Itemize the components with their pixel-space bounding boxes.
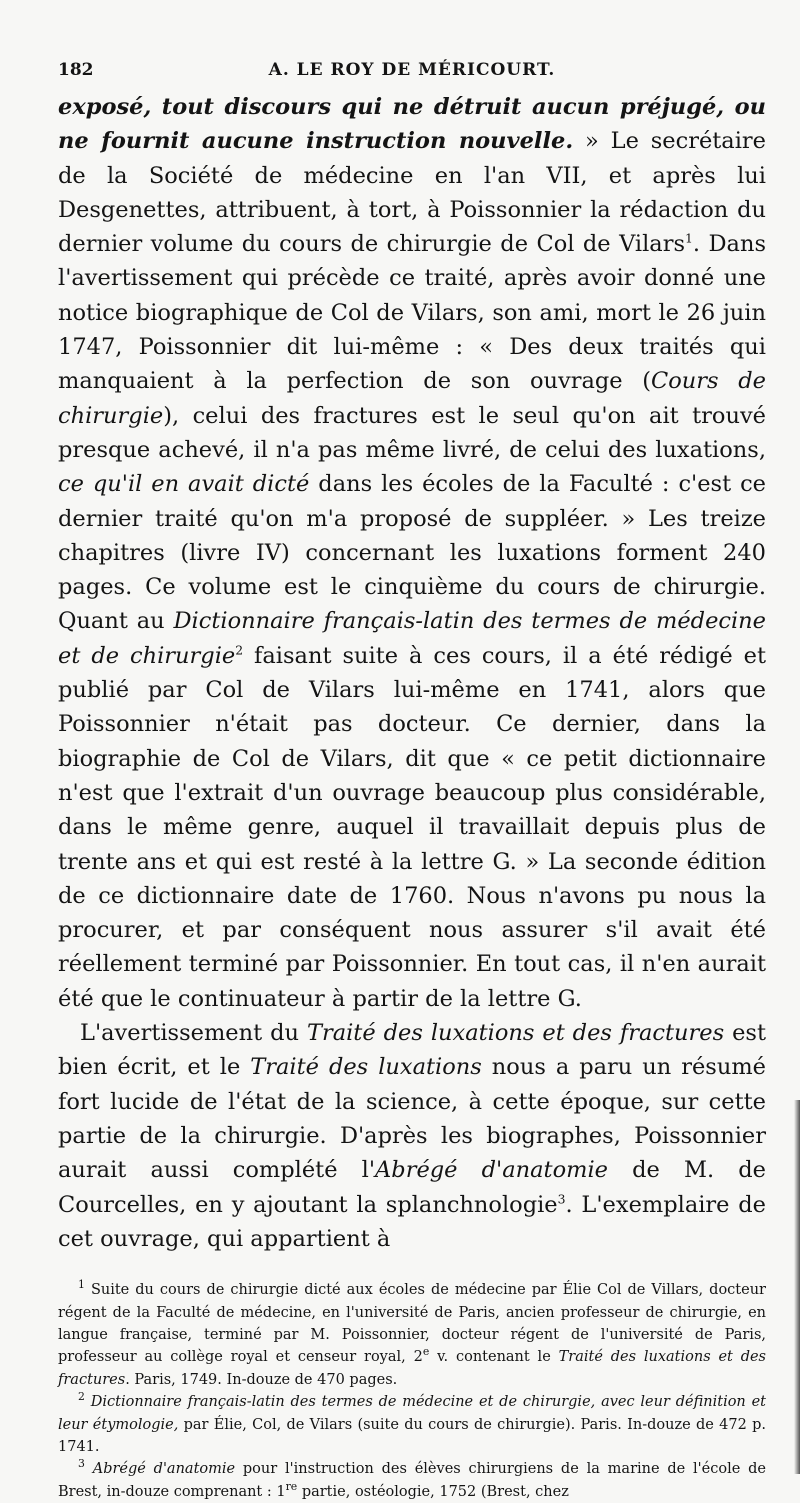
text-run: . Dans l'avertissement qui précède ce traité, après avoir donné une notice biographique de Col de Vilars, son ami, mort le 26 juin 1747, Poissonnier dit lui-même : « Des deux traités qui manquaient à la perfection de son ouvrage ( [58, 231, 767, 395]
text-run: . L'exemplaire de cet ouvrage, qui appartient à [58, 1191, 766, 1252]
title-italic: Abrégé d'anatomie [375, 1157, 608, 1184]
title-italic: Dictionnaire français-latin des termes de médecine et de chirurgie, avec leur définition et leur étymologie, [58, 1394, 766, 1433]
footnotes [58, 1279, 766, 1503]
paragraph-2 [58, 1016, 766, 1256]
text-run: pour l'instruction des élèves chirurgiens de la marine de l'école de Brest, in-douze comprenant : 1 [58, 1461, 766, 1500]
text-run: nous a paru un résumé fort lucide de l'état de la science, à cette époque, sur cette partie de la chirurgie. D'après les biographes, Poissonnier aurait aussi complété l' [58, 1054, 766, 1184]
running-title: A. LE ROY DE MÉRICOURT. [268, 60, 556, 80]
text-run: ), celui des fractures est le seul qu'on ait trouvé presque achevé, il n'a pas même livré, de celui des luxations, [58, 402, 766, 463]
book-page [58, 60, 766, 1503]
paragraph-1 [58, 90, 766, 1016]
footnote-ref-1: 1 [685, 231, 693, 246]
text-run: faisant suite à ces cours, il a été rédigé et publié par Col de Vilars lui-même en 1741, alors que Poissonnier n'était pas docteur. Ce dernier, dans la biographie de Col de Vilars, dit que « ce petit dictionnaire n'est que l'extrait d'un ouvrage beaucoup plus considérable, dans le même genre, auquel il travaillait depuis plus de trente ans et qui est resté à la lettre G. » La seconde édition de ce dictionnaire date de 1760. Nous n'avons pu nous la procurer, et par conséquent nous assurer s'il avait été réellement terminé par Poissonnier. En tout cas, il n'en aurait été que le continuateur à partir de la lettre G. [58, 642, 766, 1012]
ordinal-suffix: e [422, 1345, 430, 1359]
page-header [58, 60, 766, 86]
text-run: Suite du cours de chirurgie dicté aux écoles de médecine par Élie Col de Villars, docteur régent de la Faculté de médecine, en l'université de Paris, ancien professeur de chirurgie, en langue française, terminé par M. Poissonnier, docteur régent de l'université de Paris, professeur au collège royal et censeur royal, 2 [58, 1282, 766, 1366]
body-text [58, 90, 766, 1256]
title-italic: Traité des luxations et des fractures [306, 1020, 725, 1047]
footnote-2 [58, 1391, 766, 1458]
quoted-phrase: exposé, tout discours qui ne détruit aucun préjugé, ou ne fournit aucune instruction nouvelle. [58, 94, 766, 155]
text-run: dans les écoles de la Faculté : c'est ce dernier traité qu'on m'a proposé de suppléer. » Les treize chapitres (livre IV) concernant les luxations forment 240 pages. Ce volume est le cinquième du cours de chirurgie. Quant au [58, 471, 767, 635]
title-italic: Traité des luxations et des fractures [58, 1349, 766, 1388]
footnote-ref-2: 2 [235, 643, 244, 658]
text-run: par Élie, Col, de Vilars (suite du cours de chirurgie). Paris. In-douze de 472 p. 1741. [58, 1416, 766, 1455]
text-run: de M. de Courcelles, en y ajoutant la splanchnologie [58, 1157, 766, 1218]
footnote-mark: 1 [78, 1278, 85, 1292]
text-run: est bien écrit, et le [58, 1020, 766, 1081]
footnote-3 [58, 1458, 766, 1503]
footnote-1 [58, 1279, 766, 1391]
footnote-ref-3: 3 [557, 1192, 566, 1206]
title-italic: Traité des luxations [250, 1054, 482, 1081]
phrase-italic: ce qu'il en avait dicté [58, 471, 310, 498]
page-number: 182 [58, 60, 94, 80]
text-run: . Paris, 1749. In-douze de 470 pages. [125, 1371, 398, 1388]
text-run: v. contenant le [429, 1349, 559, 1366]
text-run: » Le secrétaire de la Société de médecine en l'an VII, et après lui Desgenettes, attribuent, à tort, à Poissonnier la rédaction du dernier volume du cours de chirurgie de Col de Vilars [58, 128, 766, 258]
ordinal-suffix: re [285, 1479, 298, 1493]
title-italic: Abrégé d'anatomie [84, 1461, 236, 1478]
text-run: partie, ostéologie, 1752 (Brest, chez [297, 1483, 569, 1500]
text-run: L'avertissement du [80, 1020, 307, 1047]
title-italic: Cours de chirurgie [58, 368, 766, 429]
footnote-mark: 2 [78, 1390, 85, 1404]
footnote-mark: 3 [78, 1457, 85, 1471]
page-edge-shadow [794, 1100, 800, 1474]
title-italic: Dictionnaire français-latin des termes de médecine et de chirurgie [58, 608, 766, 669]
